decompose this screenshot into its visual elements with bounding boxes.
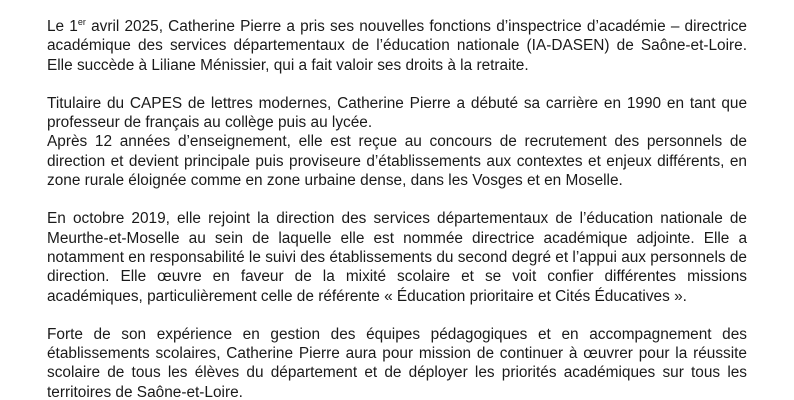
paragraph-spacer <box>47 75 747 94</box>
paragraph-dsden-role: En octobre 2019, elle rejoint la direction des services départementaux de l’éducation nationale de Meurthe-et-Moselle au sein de laquelle elle est nommée directrice académique adjointe. Elle a notamment en responsabilité le suivi des établissements du second degré et l’appui aux personnels de direction. Elle œuvre en faveur de la mixité scolaire et se voit confier différentes missions académiques, particulièrement celle de référente « Éducation prioritaire et Cités Éducatives ». <box>47 210 747 305</box>
paragraph-mission: Forte de son expérience en gestion des équipes pédagogiques et en accompagnement des établissements scolaires, Catherine Pierre aura pour mission de continuer à œuvrer pour la réussite scolaire de tous les élèves du département et de déployer les priorités académiques sur tous les territoires de Saône-et-Loire. <box>47 325 747 400</box>
appointment-text: avril 2025, Catherine Pierre a pris ses nouvelles fonctions d’inspectrice d’académie – directrice académique des services départementaux de l’éducation nationale (IA-DASEN) de Saône-et-Loire. Elle succède à Liliane Ménissier, qui a fait valoir ses droits à la retraite. <box>47 18 747 74</box>
paragraph-career-direction: Après 12 années d’enseignement, elle est reçue au concours de recrutement des personnels de direction et devient principale puis proviseure d’établissements aux contextes et enjeux différents, en zone rurale éloignée comme en zone urbaine dense, dans les Vosges et en Moselle. <box>47 133 747 190</box>
paragraph-background: Titulaire du CAPES de lettres modernes, Catherine Pierre a débuté sa carrière en 1990 en tant que professeur de français au collège puis au lycée. <box>47 94 747 132</box>
paragraph-spacer <box>47 306 747 325</box>
paragraph-spacer <box>47 190 747 209</box>
ordinal-superscript: er <box>77 17 86 27</box>
paragraph-appointment <box>47 17 747 75</box>
appointment-date-prefix: Le 1 <box>47 18 78 35</box>
